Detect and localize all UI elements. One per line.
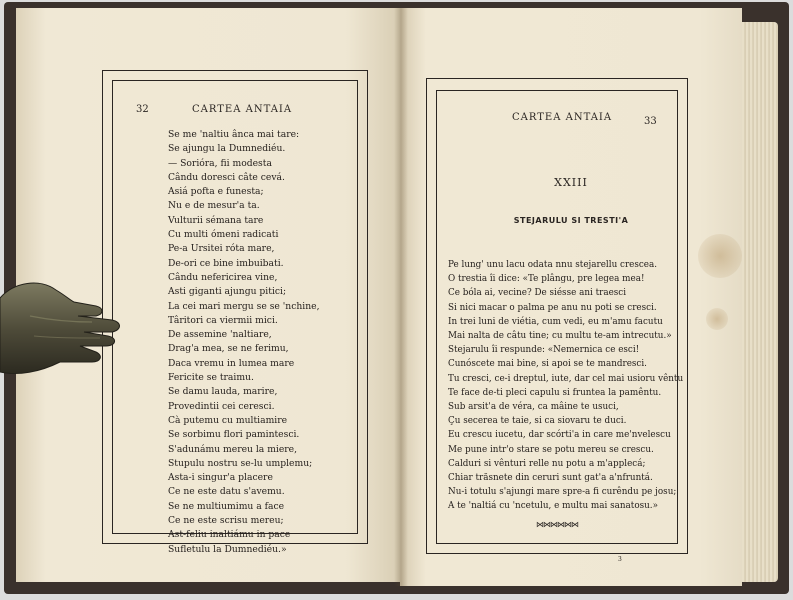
running-head: CARTEA ANTAIA <box>512 112 613 123</box>
poem-line: Te face de-ti pleci capulu si fruntea la pamêntu. <box>448 387 662 398</box>
poem-line: Cu multi ómeni radicati <box>168 229 279 241</box>
poem-line: Drag'a mea, se ne ferimu, <box>168 343 289 355</box>
signature-mark: 3 <box>618 556 622 563</box>
poem-text <box>168 128 368 557</box>
poem-line: Chiar trăsnete din ceruri sunt gat'a a'nfruntá. <box>448 473 653 484</box>
poem-line: Provedintii cei ceresci. <box>168 400 275 412</box>
poem-line: Nu-i totulu s'ajungi mare spre-a fi curêndu pe josu; <box>448 487 677 498</box>
running-head: CARTEA ANTAIA <box>192 104 293 115</box>
poem-line: Si nici macar o palma pe anu nu poti se cresci. <box>448 302 657 313</box>
poem-line: A te 'naltiá cu 'ncetulu, e multu mai sanatosu.» <box>448 501 658 512</box>
poem-line: S'adunámu mereu la miere, <box>168 443 298 455</box>
poem-line: Cunóscete mai bine, si apoi se te mandresci. <box>448 359 647 370</box>
poem-line: La cei mari mergu se se 'nchine, <box>168 300 320 312</box>
poem-line: Vulturii sémana tare <box>168 214 264 226</box>
poem-line: Târitori ca viermii mici. <box>168 314 278 326</box>
poem-line: Se ajungu la Dumnediéu. <box>168 143 286 155</box>
poem-line: Mai nalta de câtu tine; cu multu te-am intrecutu.» <box>448 331 672 342</box>
poem-line: Pe-a Ursitei róta mare, <box>168 243 275 255</box>
poem-line: Cându doresci câte cevá. <box>168 171 285 183</box>
poem-line: O trestia îi dice: «Te plângu, pre legea mea! <box>448 274 645 285</box>
ornament-divider: ⋈⋈⋈⋈⋈⋈ <box>536 520 578 529</box>
poem-line: Çu secerea te taie, si ca siovaru te duci. <box>448 416 627 427</box>
poem-line: Daca vremu in lumea mare <box>168 357 295 369</box>
poem-line: De assemine 'naltiare, <box>168 329 272 341</box>
poem-line: De-ori ce bine imbuibati. <box>168 257 284 269</box>
poem-line: Calduri si vênturi relle nu potu a m'applecá; <box>448 458 646 469</box>
poem-line: — Sorióra, fii modesta <box>168 157 272 169</box>
poem-line: Asta-i singur'a placere <box>168 472 273 484</box>
poem-line: Cà putemu cu multiamire <box>168 414 288 426</box>
poem-line: Se ne multiumimu a face <box>168 500 285 512</box>
poem-line: Se damu lauda, marire, <box>168 386 278 398</box>
right-page <box>400 8 742 586</box>
poem-line: Me pune intr'o stare se potu mereu se crescu. <box>448 444 654 455</box>
poem-line: Ce ne este datu s'avemu. <box>168 486 285 498</box>
page-edges <box>742 22 778 582</box>
poem-line: Se me 'naltiu ânca mai tare: <box>168 129 300 140</box>
poem-line: Tu cresci, ce-i dreptul, iute, dar cel mai usioru vêntu <box>448 373 684 384</box>
poem-line: Stupulu nostru se-lu umplemu; <box>168 457 313 469</box>
poem-line: Se sorbimu flori pamintesci. <box>168 429 300 441</box>
brass-hand-page-holder <box>0 276 124 386</box>
poem-line: Sufletulu la Dumnediéu.» <box>168 543 287 555</box>
poem-line: In trei luni de viétia, cum vedi, eu m'amu facutu <box>448 316 663 327</box>
page-stain <box>698 234 742 278</box>
poem-line: Stejarulu îi respunde: «Nemernica ce esci! <box>448 345 640 356</box>
poem-line: Ce ne este scrisu mereu; <box>168 515 284 527</box>
page-number: 32 <box>136 104 149 115</box>
poem-line: Nu e de mesur'a ta. <box>168 200 260 212</box>
chapter-number: XXIII <box>554 176 588 189</box>
poem-line: Fericite se traimu. <box>168 372 254 384</box>
poem-line: Ce bóla ai, vecine? De siésse ani traesci <box>448 288 627 299</box>
poem-line: Eu crescu iucetu, dar scórti'a in care me'nvelescu <box>448 430 671 441</box>
poem-line: Asiá pofta e funesta; <box>168 186 264 198</box>
poem-text <box>448 258 688 514</box>
poem-line: Cându nefericirea vine, <box>168 271 278 283</box>
poem-title: STEJARULU SI TRESTI'A <box>513 216 629 225</box>
book-gutter <box>394 8 408 586</box>
poem-line: Ast-feliu inaltiámu in pace <box>168 529 291 541</box>
page-stain <box>706 308 728 330</box>
page-number: 33 <box>644 116 657 127</box>
poem-line: Sub arsit'a de véra, ca mâine te usuci, <box>448 402 619 413</box>
poem-line: Asti giganti ajungu pitici; <box>168 286 287 298</box>
poem-line: Pe lung' unu lacu odata nnu stejarellu crescea. <box>448 260 658 270</box>
